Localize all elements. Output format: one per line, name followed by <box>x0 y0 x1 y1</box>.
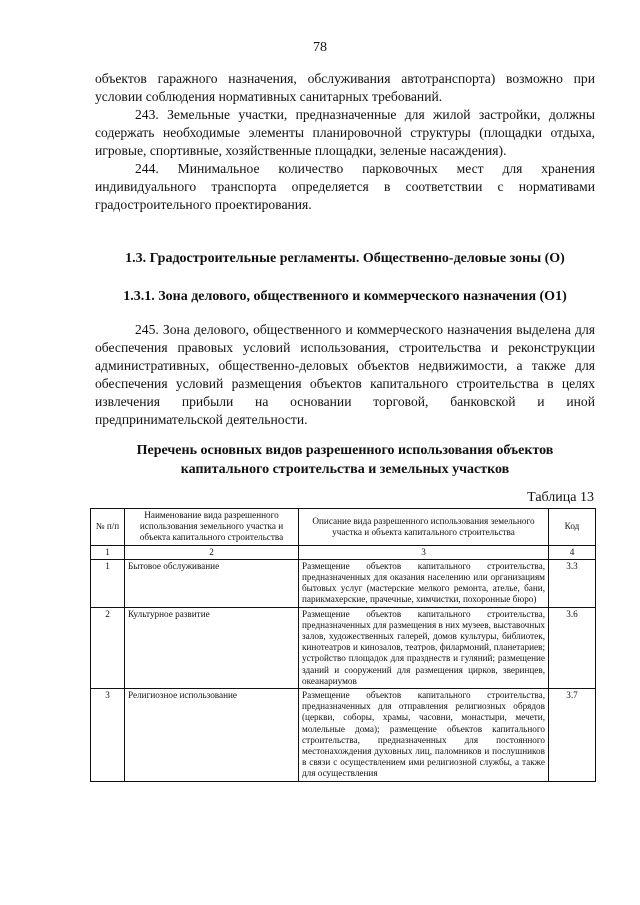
row-number: 2 <box>91 607 125 688</box>
column-number: 2 <box>125 545 299 559</box>
column-number: 3 <box>299 545 549 559</box>
page-bottom-margin <box>0 851 640 905</box>
table-row <box>91 559 596 607</box>
row-name: Религиозное использование <box>125 689 299 782</box>
row-description: Размещение объектов капитального строительства, предназначенных для оказания населению или организациям бытовых услуг (мастерские мелкого ремонта, ателье, бани, парикмахерские, прачечные, химчистки, похоронные бюро) <box>299 559 549 607</box>
paragraph-245: 245. Зона делового, общественного и коммерческого назначения выделена для обеспечения правовых условий использования, строительства и реконструкции административных, общественно-деловых объектов недвижимости, а также для обеспечения условий размещения объектов капитального строительства в целях извлечения прибыли на основании торговой, банковской и иной предпринимательской деятельности. <box>95 322 595 427</box>
row-description: Размещение объектов капитального строительства, предназначенных для отправления религиозных обрядов (церкви, соборы, храмы, часовни, монастыри, мечети, молельные дома); размещение объектов капитального строительства, предназначенных для постоянного местонахождения духовных лиц, паломников и послушников в связи с осуществлением ими религиозной службы, а также для осуществления <box>299 689 549 782</box>
paragraph-243: 243. Земельные участки, предназначенные для жилой застройки, должны содержать необходимые элементы планировочной структуры (площадки отдыха, игровые, спортивные, хозяйственные площадки, зеленые насаждения). <box>95 107 595 158</box>
row-description: Размещение объектов капитального строительства, предназначенных для размещения в них музеев, выставочных залов, художественных галерей, домов культуры, библиотек, кинотеатров и кинозалов, театров, филармоний, планетариев; устройство площадок для празднеств и гуляний; размещение зданий и сооружений для размещения цирков, зверинцев, океанариумов <box>299 607 549 688</box>
table-header-row <box>91 509 596 546</box>
table-label: Таблица 13 <box>527 490 594 505</box>
page-number: 78 <box>313 40 327 55</box>
row-number: 1 <box>91 559 125 607</box>
column-number: 1 <box>91 545 125 559</box>
header-description: Описание вида разрешенного использования земельного участка и объекта капитального строительства <box>299 509 549 546</box>
subsection-heading: 1.3.1. Зона делового, общественного и коммерческого назначения (О1) <box>123 289 567 304</box>
row-code: 3.3 <box>549 559 596 607</box>
column-number: 4 <box>549 545 596 559</box>
header-number: № п/п <box>91 509 125 546</box>
table-row <box>91 689 596 782</box>
row-number: 3 <box>91 689 125 782</box>
table-row <box>91 607 596 688</box>
paragraph-continuation: объектов гаражного назначения, обслуживания автотранспорта) возможно при условии соблюдения нормативных санитарных требований. <box>95 71 595 104</box>
row-code: 3.7 <box>549 689 596 782</box>
table-caption-line-2: капитального строительства и земельных участков <box>180 462 510 477</box>
row-name: Культурное развитие <box>125 607 299 688</box>
paragraph-244: 244. Минимальное количество парковочных мест для хранения индивидуального транспорта определяется в соответствии с нормативами градостроительного проектирования. <box>95 161 595 212</box>
table-caption-line-1: Перечень основных видов разрешенного использования объектов <box>136 443 554 458</box>
table-caption <box>95 441 595 479</box>
regulations-table <box>90 508 596 782</box>
header-code: Код <box>549 509 596 546</box>
body-paragraphs <box>95 70 595 214</box>
column-numbers-row <box>91 545 596 559</box>
section-heading: 1.3. Градостроительные регламенты. Общественно-деловые зоны (О) <box>125 251 565 266</box>
row-code: 3.6 <box>549 607 596 688</box>
header-name: Наименование вида разрешенного использования земельного участка и объекта капитального строительства <box>125 509 299 546</box>
paragraph-245-block <box>95 321 595 429</box>
row-name: Бытовое обслуживание <box>125 559 299 607</box>
